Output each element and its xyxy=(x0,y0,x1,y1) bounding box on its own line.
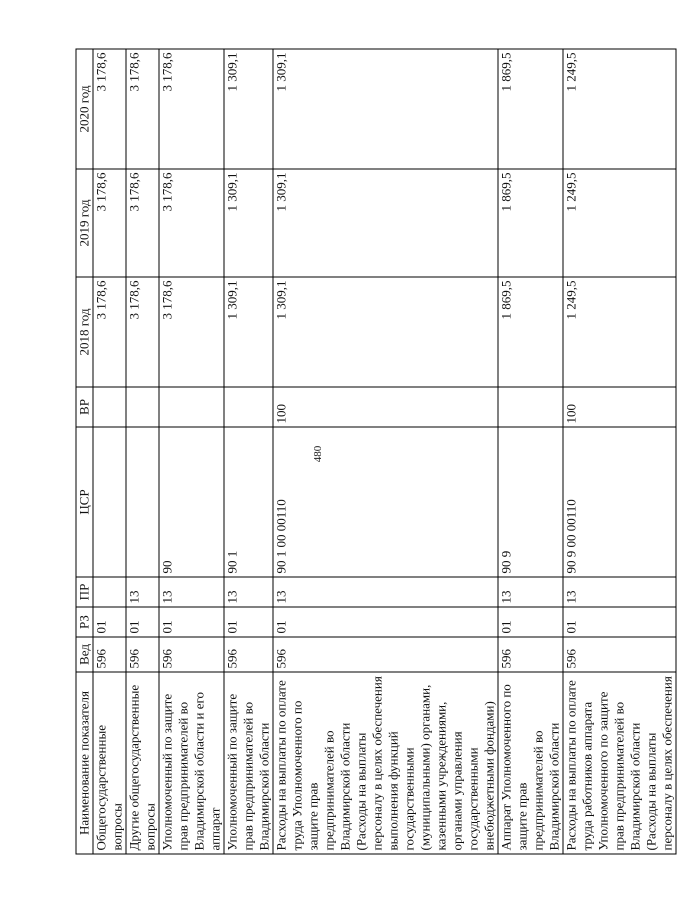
row-name: Уполномоченный по защите прав предпринимателей во Владимирской области xyxy=(224,672,273,854)
table-row xyxy=(159,49,224,854)
row-vr: 100 xyxy=(563,387,676,427)
row-2018: 1 869,5 xyxy=(498,277,563,387)
row-pr xyxy=(93,577,126,607)
row-rz: 01 xyxy=(224,607,273,637)
table-header-row xyxy=(76,49,93,854)
row-csr: 90 xyxy=(159,427,224,577)
table-row xyxy=(563,49,676,854)
header-csr: ЦСР xyxy=(76,427,93,577)
row-ved: 596 xyxy=(126,637,159,672)
row-pr: 13 xyxy=(563,577,676,607)
row-2018: 3 178,6 xyxy=(126,277,159,387)
header-pr: ПР xyxy=(76,577,93,607)
row-name: Расходы на выплаты по оплате труда работников аппарата Уполномоченного по защите прав предпринимателей во Владимирской области (Расходы на выплаты персоналу в целях обеспечения xyxy=(563,672,676,854)
row-rz: 01 xyxy=(498,607,563,637)
row-2020: 1 869,5 xyxy=(498,49,563,169)
row-pr: 13 xyxy=(159,577,224,607)
budget-table xyxy=(76,49,677,855)
row-csr: 90 1 00 00110 xyxy=(273,427,498,577)
row-name: Расходы на выплаты по оплате труда Уполномоченного по защите прав предпринимателей во Владимирской области (Расходы на выплаты персоналу в целях обеспечения выполнения функций государственными (муниципальными) органами, казенными учреждениями, органами управления государственными внебюджетными фондами) xyxy=(273,672,498,854)
row-pr: 13 xyxy=(224,577,273,607)
row-2019: 3 178,6 xyxy=(159,169,224,277)
row-ved: 596 xyxy=(273,637,498,672)
row-2020: 3 178,6 xyxy=(159,49,224,169)
row-rz: 01 xyxy=(159,607,224,637)
row-2020: 3 178,6 xyxy=(93,49,126,169)
row-csr xyxy=(126,427,159,577)
row-name: Другие общегосударственные вопросы xyxy=(126,672,159,854)
table-row xyxy=(224,49,273,854)
row-vr xyxy=(126,387,159,427)
table-row xyxy=(498,49,563,854)
row-2018: 3 178,6 xyxy=(159,277,224,387)
row-vr xyxy=(224,387,273,427)
row-2020: 1 249,5 xyxy=(563,49,676,169)
row-2018: 1 309,1 xyxy=(224,277,273,387)
row-csr: 90 1 xyxy=(224,427,273,577)
row-2020: 3 178,6 xyxy=(126,49,159,169)
row-ved: 596 xyxy=(93,637,126,672)
row-2018: 1 249,5 xyxy=(563,277,676,387)
page-number: 480 xyxy=(312,445,324,463)
row-ved: 596 xyxy=(498,637,563,672)
row-2019: 1 869,5 xyxy=(498,169,563,277)
table-row xyxy=(93,49,126,854)
row-pr: 13 xyxy=(498,577,563,607)
row-2019: 3 178,6 xyxy=(126,169,159,277)
row-rz: 01 xyxy=(273,607,498,637)
header-2019: 2019 год xyxy=(76,169,93,277)
header-rz: РЗ xyxy=(76,607,93,637)
row-name: Общегосударственные вопросы xyxy=(93,672,126,854)
row-name: Уполномоченный по защите прав предпринимателей во Владимирской области и его аппарат xyxy=(159,672,224,854)
table-row xyxy=(273,49,498,854)
row-pr: 13 xyxy=(273,577,498,607)
row-vr: 100 xyxy=(273,387,498,427)
row-2019: 1 309,1 xyxy=(273,169,498,277)
header-name: Наименование показателя xyxy=(76,672,93,854)
row-vr xyxy=(93,387,126,427)
header-ved: Вед xyxy=(76,637,93,672)
row-2018: 3 178,6 xyxy=(93,277,126,387)
row-csr: 90 9 xyxy=(498,427,563,577)
row-ved: 596 xyxy=(563,637,676,672)
row-rz: 01 xyxy=(93,607,126,637)
row-pr: 13 xyxy=(126,577,159,607)
rotated-table-container xyxy=(76,50,675,855)
row-2020: 1 309,1 xyxy=(224,49,273,169)
table-row xyxy=(126,49,159,854)
row-csr xyxy=(93,427,126,577)
row-2018: 1 309,1 xyxy=(273,277,498,387)
row-ved: 596 xyxy=(159,637,224,672)
row-2019: 1 249,5 xyxy=(563,169,676,277)
row-csr: 90 9 00 00110 xyxy=(563,427,676,577)
row-2019: 3 178,6 xyxy=(93,169,126,277)
row-2020: 1 309,1 xyxy=(273,49,498,169)
row-2019: 1 309,1 xyxy=(224,169,273,277)
row-ved: 596 xyxy=(224,637,273,672)
header-vr: ВР xyxy=(76,387,93,427)
row-rz: 01 xyxy=(563,607,676,637)
row-name: Аппарат Уполномоченного по защите прав предпринимателей во Владимирской области xyxy=(498,672,563,854)
row-vr xyxy=(498,387,563,427)
header-2018: 2018 год xyxy=(76,277,93,387)
row-vr xyxy=(159,387,224,427)
row-rz: 01 xyxy=(126,607,159,637)
header-2020: 2020 год xyxy=(76,49,93,169)
